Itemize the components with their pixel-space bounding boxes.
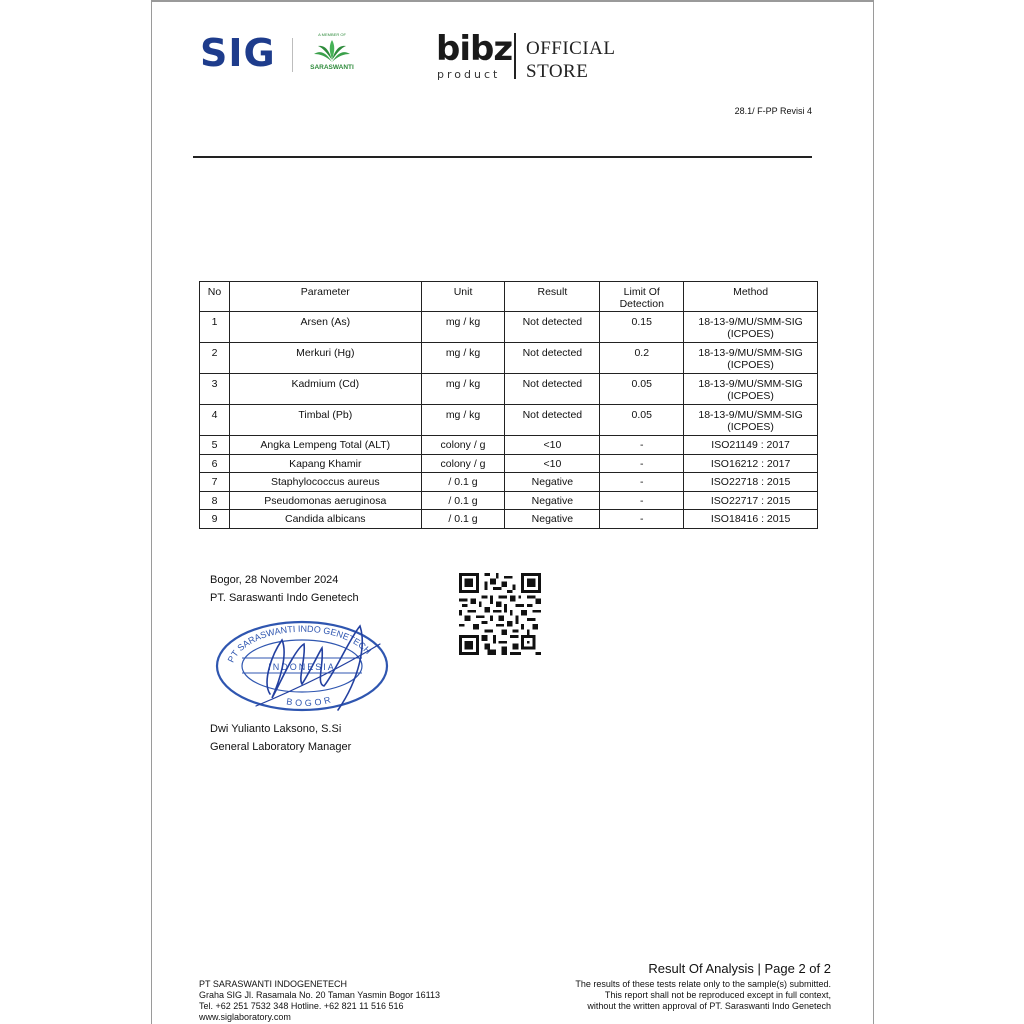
cell-result: Not detected <box>505 312 600 343</box>
table-row <box>200 343 818 374</box>
cell-no: 3 <box>200 374 230 405</box>
cell-method <box>684 312 818 343</box>
cell-method: ISO22718 : 2015 <box>684 473 818 492</box>
cell-limit: - <box>600 454 684 473</box>
disclaimer-line-2: This report shall not be reproduced except in full context, <box>604 990 831 1000</box>
cell-unit: / 0.1 g <box>421 510 505 529</box>
member-text: A MEMBER OF <box>318 32 346 37</box>
cell-unit: mg / kg <box>421 405 505 436</box>
cell-limit: - <box>600 473 684 492</box>
cell-parameter: Angka Lempeng Total (ALT) <box>229 436 421 455</box>
brand-sub: product <box>437 68 501 81</box>
cell-method: ISO16212 : 2017 <box>684 454 818 473</box>
table-row <box>200 510 818 529</box>
brand-word: bibz <box>436 29 513 69</box>
method-line-1: 18-13-9/MU/SMM-SIG <box>698 347 803 359</box>
member-name: SARASWANTI <box>310 64 354 71</box>
cell-result: Negative <box>505 491 600 510</box>
footer-phone: Tel. +62 251 7532 348 Hotline. +62 821 11 516 516 <box>199 1001 404 1011</box>
method-line-1: 18-13-9/MU/SMM-SIG <box>698 409 803 421</box>
cell-limit: 0.2 <box>600 343 684 374</box>
header-limit-line-2: Detection <box>619 298 664 310</box>
cell-no: 8 <box>200 491 230 510</box>
cell-result: Not detected <box>505 343 600 374</box>
cell-result: Not detected <box>505 374 600 405</box>
table-row <box>200 491 818 510</box>
form-code: 28.1/ F-PP Revisi 4 <box>734 106 812 116</box>
header-parameter: Parameter <box>229 282 421 312</box>
method-line-2: (ICPOES) <box>727 328 774 340</box>
sign-date: Bogor, 28 November 2024 <box>210 574 339 586</box>
table-row <box>200 374 818 405</box>
cell-parameter: Kapang Khamir <box>229 454 421 473</box>
table-row <box>200 454 818 473</box>
method-line-1: 18-13-9/MU/SMM-SIG <box>698 316 803 328</box>
store-line-1: OFFICIAL <box>526 38 616 59</box>
method-line-2: (ICPOES) <box>727 421 774 433</box>
cell-no: 6 <box>200 454 230 473</box>
table-row <box>200 436 818 455</box>
signer-name: Dwi Yulianto Laksono, S.Si <box>210 723 342 735</box>
cell-method: ISO21149 : 2017 <box>684 436 818 455</box>
footer-website[interactable]: www.siglaboratory.com <box>199 1012 291 1022</box>
table-row <box>200 473 818 492</box>
cell-parameter: Arsen (As) <box>229 312 421 343</box>
footer-address-block <box>199 979 440 1023</box>
cell-no: 2 <box>200 343 230 374</box>
cell-method <box>684 343 818 374</box>
cell-parameter: Candida albicans <box>229 510 421 529</box>
cell-unit: mg / kg <box>421 343 505 374</box>
saraswanti-logo <box>304 32 360 76</box>
footer-address: Graha SIG Jl. Rasamala No. 20 Taman Yasmin Bogor 16113 <box>199 990 440 1000</box>
cell-limit: - <box>600 491 684 510</box>
header-no: No <box>200 282 230 312</box>
cell-limit: 0.05 <box>600 405 684 436</box>
cell-result: Negative <box>505 510 600 529</box>
leaf-icon <box>312 38 352 64</box>
header-limit-line-1: Limit Of <box>623 286 660 298</box>
footer-disclaimer <box>520 979 831 1012</box>
cell-parameter: Staphylococcus aureus <box>229 473 421 492</box>
brand-divider <box>514 33 516 79</box>
sig-logo: SIG <box>200 31 276 75</box>
header-limit <box>600 282 684 312</box>
header-rule <box>193 156 812 158</box>
table-row <box>200 312 818 343</box>
cell-method <box>684 405 818 436</box>
store-line-2: STORE <box>526 61 589 82</box>
cell-result: <10 <box>505 436 600 455</box>
cell-no: 4 <box>200 405 230 436</box>
cell-unit: / 0.1 g <box>421 473 505 492</box>
stamp-middle-text: INDONESIA <box>268 662 336 672</box>
cell-method <box>684 374 818 405</box>
footer-page-title: Result Of Analysis | Page 2 of 2 <box>648 961 831 976</box>
cell-parameter: Timbal (Pb) <box>229 405 421 436</box>
cell-parameter: Merkuri (Hg) <box>229 343 421 374</box>
cell-limit: - <box>600 436 684 455</box>
footer-company: PT SARASWANTI INDOGENETECH <box>199 979 348 989</box>
results-table <box>199 281 818 529</box>
cell-unit: / 0.1 g <box>421 491 505 510</box>
signer-title: General Laboratory Manager <box>210 741 352 753</box>
cell-unit: mg / kg <box>421 312 505 343</box>
header-result: Result <box>505 282 600 312</box>
cell-limit: 0.15 <box>600 312 684 343</box>
page-top-edge <box>151 0 874 2</box>
disclaimer-line-1: The results of these tests relate only to the sample(s) submitted. <box>575 979 831 989</box>
cell-unit: colony / g <box>421 436 505 455</box>
header-unit: Unit <box>421 282 505 312</box>
cell-no: 5 <box>200 436 230 455</box>
cell-limit: 0.05 <box>600 374 684 405</box>
sign-company: PT. Saraswanti Indo Genetech <box>210 592 359 604</box>
bibz-logo <box>436 29 513 82</box>
cell-parameter: Pseudomonas aeruginosa <box>229 491 421 510</box>
cell-result: Negative <box>505 473 600 492</box>
method-line-1: 18-13-9/MU/SMM-SIG <box>698 378 803 390</box>
table-header-row <box>200 282 818 312</box>
cell-unit: mg / kg <box>421 374 505 405</box>
cell-limit: - <box>600 510 684 529</box>
cell-parameter: Kadmium (Cd) <box>229 374 421 405</box>
header-method: Method <box>684 282 818 312</box>
company-stamp <box>210 614 395 724</box>
qr-code <box>459 573 541 655</box>
cell-result: Not detected <box>505 405 600 436</box>
stamp-bottom-text: BOGOR <box>285 693 335 709</box>
method-line-2: (ICPOES) <box>727 390 774 402</box>
cell-unit: colony / g <box>421 454 505 473</box>
official-store-label <box>526 37 616 83</box>
cell-method: ISO18416 : 2015 <box>684 510 818 529</box>
cell-no: 1 <box>200 312 230 343</box>
table-row <box>200 405 818 436</box>
disclaimer-line-3: without the written approval of PT. Saraswanti Indo Genetech <box>587 1001 831 1011</box>
logo-divider <box>292 38 293 72</box>
cell-no: 9 <box>200 510 230 529</box>
cell-method: ISO22717 : 2015 <box>684 491 818 510</box>
cell-result: <10 <box>505 454 600 473</box>
stamp-top-text: PT SARASWANTI INDO GENETECH <box>225 623 374 665</box>
method-line-2: (ICPOES) <box>727 359 774 371</box>
cell-no: 7 <box>200 473 230 492</box>
